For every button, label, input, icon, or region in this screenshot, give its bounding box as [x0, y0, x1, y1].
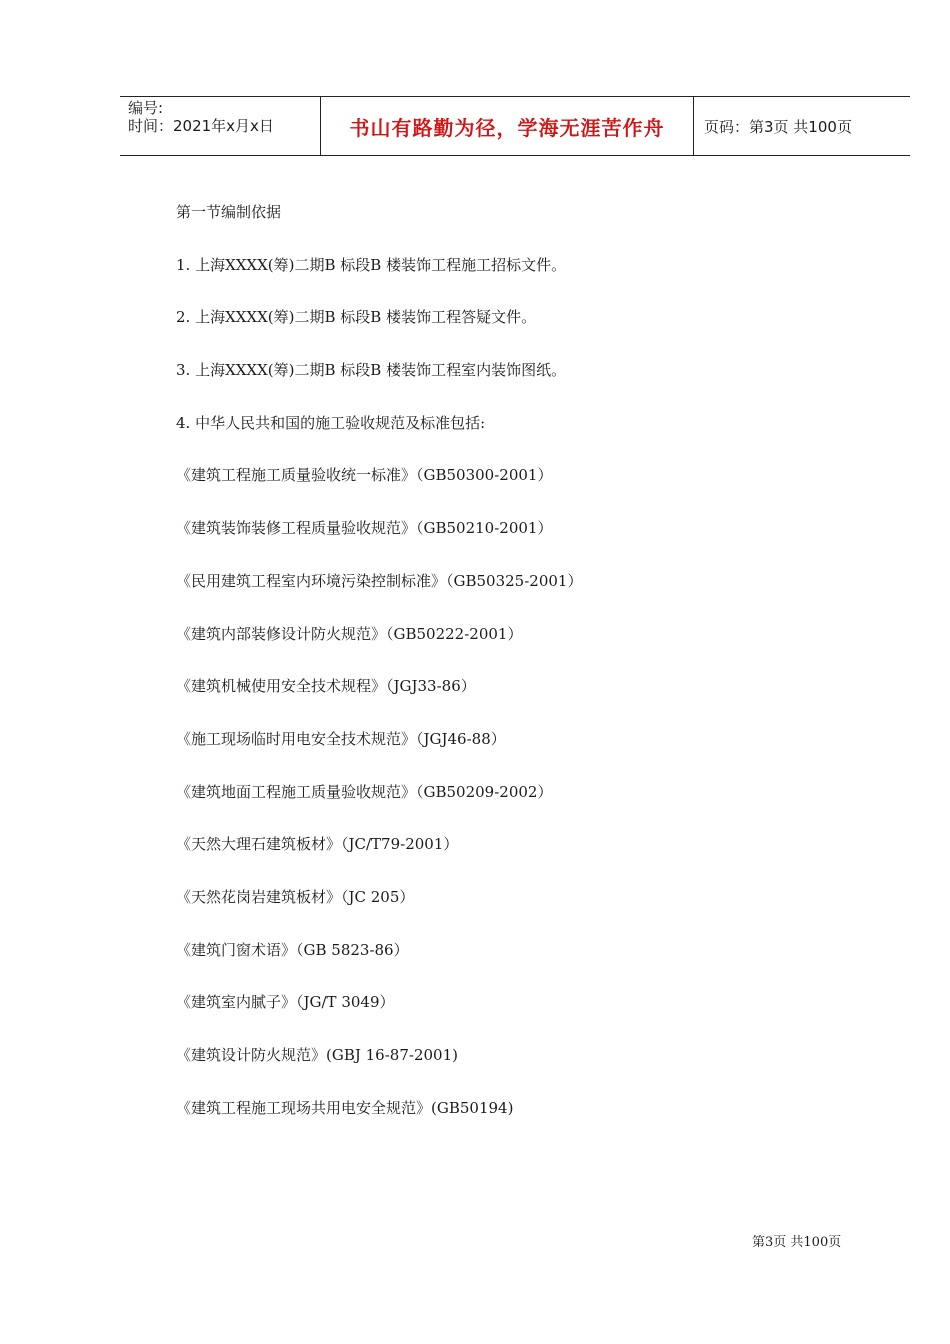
standard-item: 《施工现场临时用电安全技术规范》（JGJ46-88） — [176, 729, 506, 748]
document-body — [176, 202, 876, 1150]
standard-item: 《建筑地面工程施工质量验收规范》（GB50209-2002） — [176, 782, 553, 801]
header-page-code: 页码：第3页 共100页 — [704, 117, 852, 136]
section-title: 第一节编制依据 — [176, 203, 282, 221]
standard-item: 《建筑门窗术语》（GB 5823-86） — [176, 940, 409, 959]
paragraph: 3. 上海XXXX(筹)二期B 标段B 楼装饰工程室内装饰图纸。 — [176, 361, 567, 380]
standard-item: 《建筑室内腻子》（JG/T 3049） — [176, 993, 395, 1012]
standard-item: 《建筑工程施工现场共用电安全规范》(GB50194) — [176, 1098, 514, 1117]
header-page-cell — [694, 97, 910, 155]
standard-item: 《建筑工程施工质量验收统一标准》（GB50300-2001） — [176, 466, 553, 485]
paragraph: 1. 上海XXXX(筹)二期B 标段B 楼装饰工程施工招标文件。 — [176, 255, 567, 274]
standard-item: 《建筑设计防火规范》(GBJ 16-87-2001) — [176, 1046, 458, 1064]
header-slogan: 书山有路勤为径，学海无涯苦作舟 — [349, 115, 665, 140]
standard-item: 《天然花岗岩建筑板材》（JC 205） — [176, 887, 415, 906]
document-number-label: 编号: — [128, 99, 164, 117]
header-meta-cell — [120, 97, 321, 155]
standard-item: 《民用建筑工程室内环境污染控制标准》（GB50325-2001） — [176, 571, 583, 590]
standard-item: 《建筑内部装修设计防火规范》（GB50222-2001） — [176, 624, 523, 643]
standard-item: 《建筑机械使用安全技术规程》（JGJ33-86） — [176, 677, 476, 696]
document-time-label: 时间：2021年x月x日 — [128, 117, 274, 135]
page-header — [120, 96, 910, 156]
paragraph: 4. 中华人民共和国的施工验收规范及标准包括: — [176, 413, 486, 432]
page-footer-number: 第3页 共100页 — [752, 1235, 842, 1250]
standard-item: 《建筑装饰装修工程质量验收规范》（GB50210-2001） — [176, 519, 553, 538]
paragraph: 2. 上海XXXX(筹)二期B 标段B 楼装饰工程答疑文件。 — [176, 308, 537, 327]
header-slogan-cell — [321, 97, 694, 155]
standard-item: 《天然大理石建筑板材》（JC/T79-2001） — [176, 835, 459, 854]
